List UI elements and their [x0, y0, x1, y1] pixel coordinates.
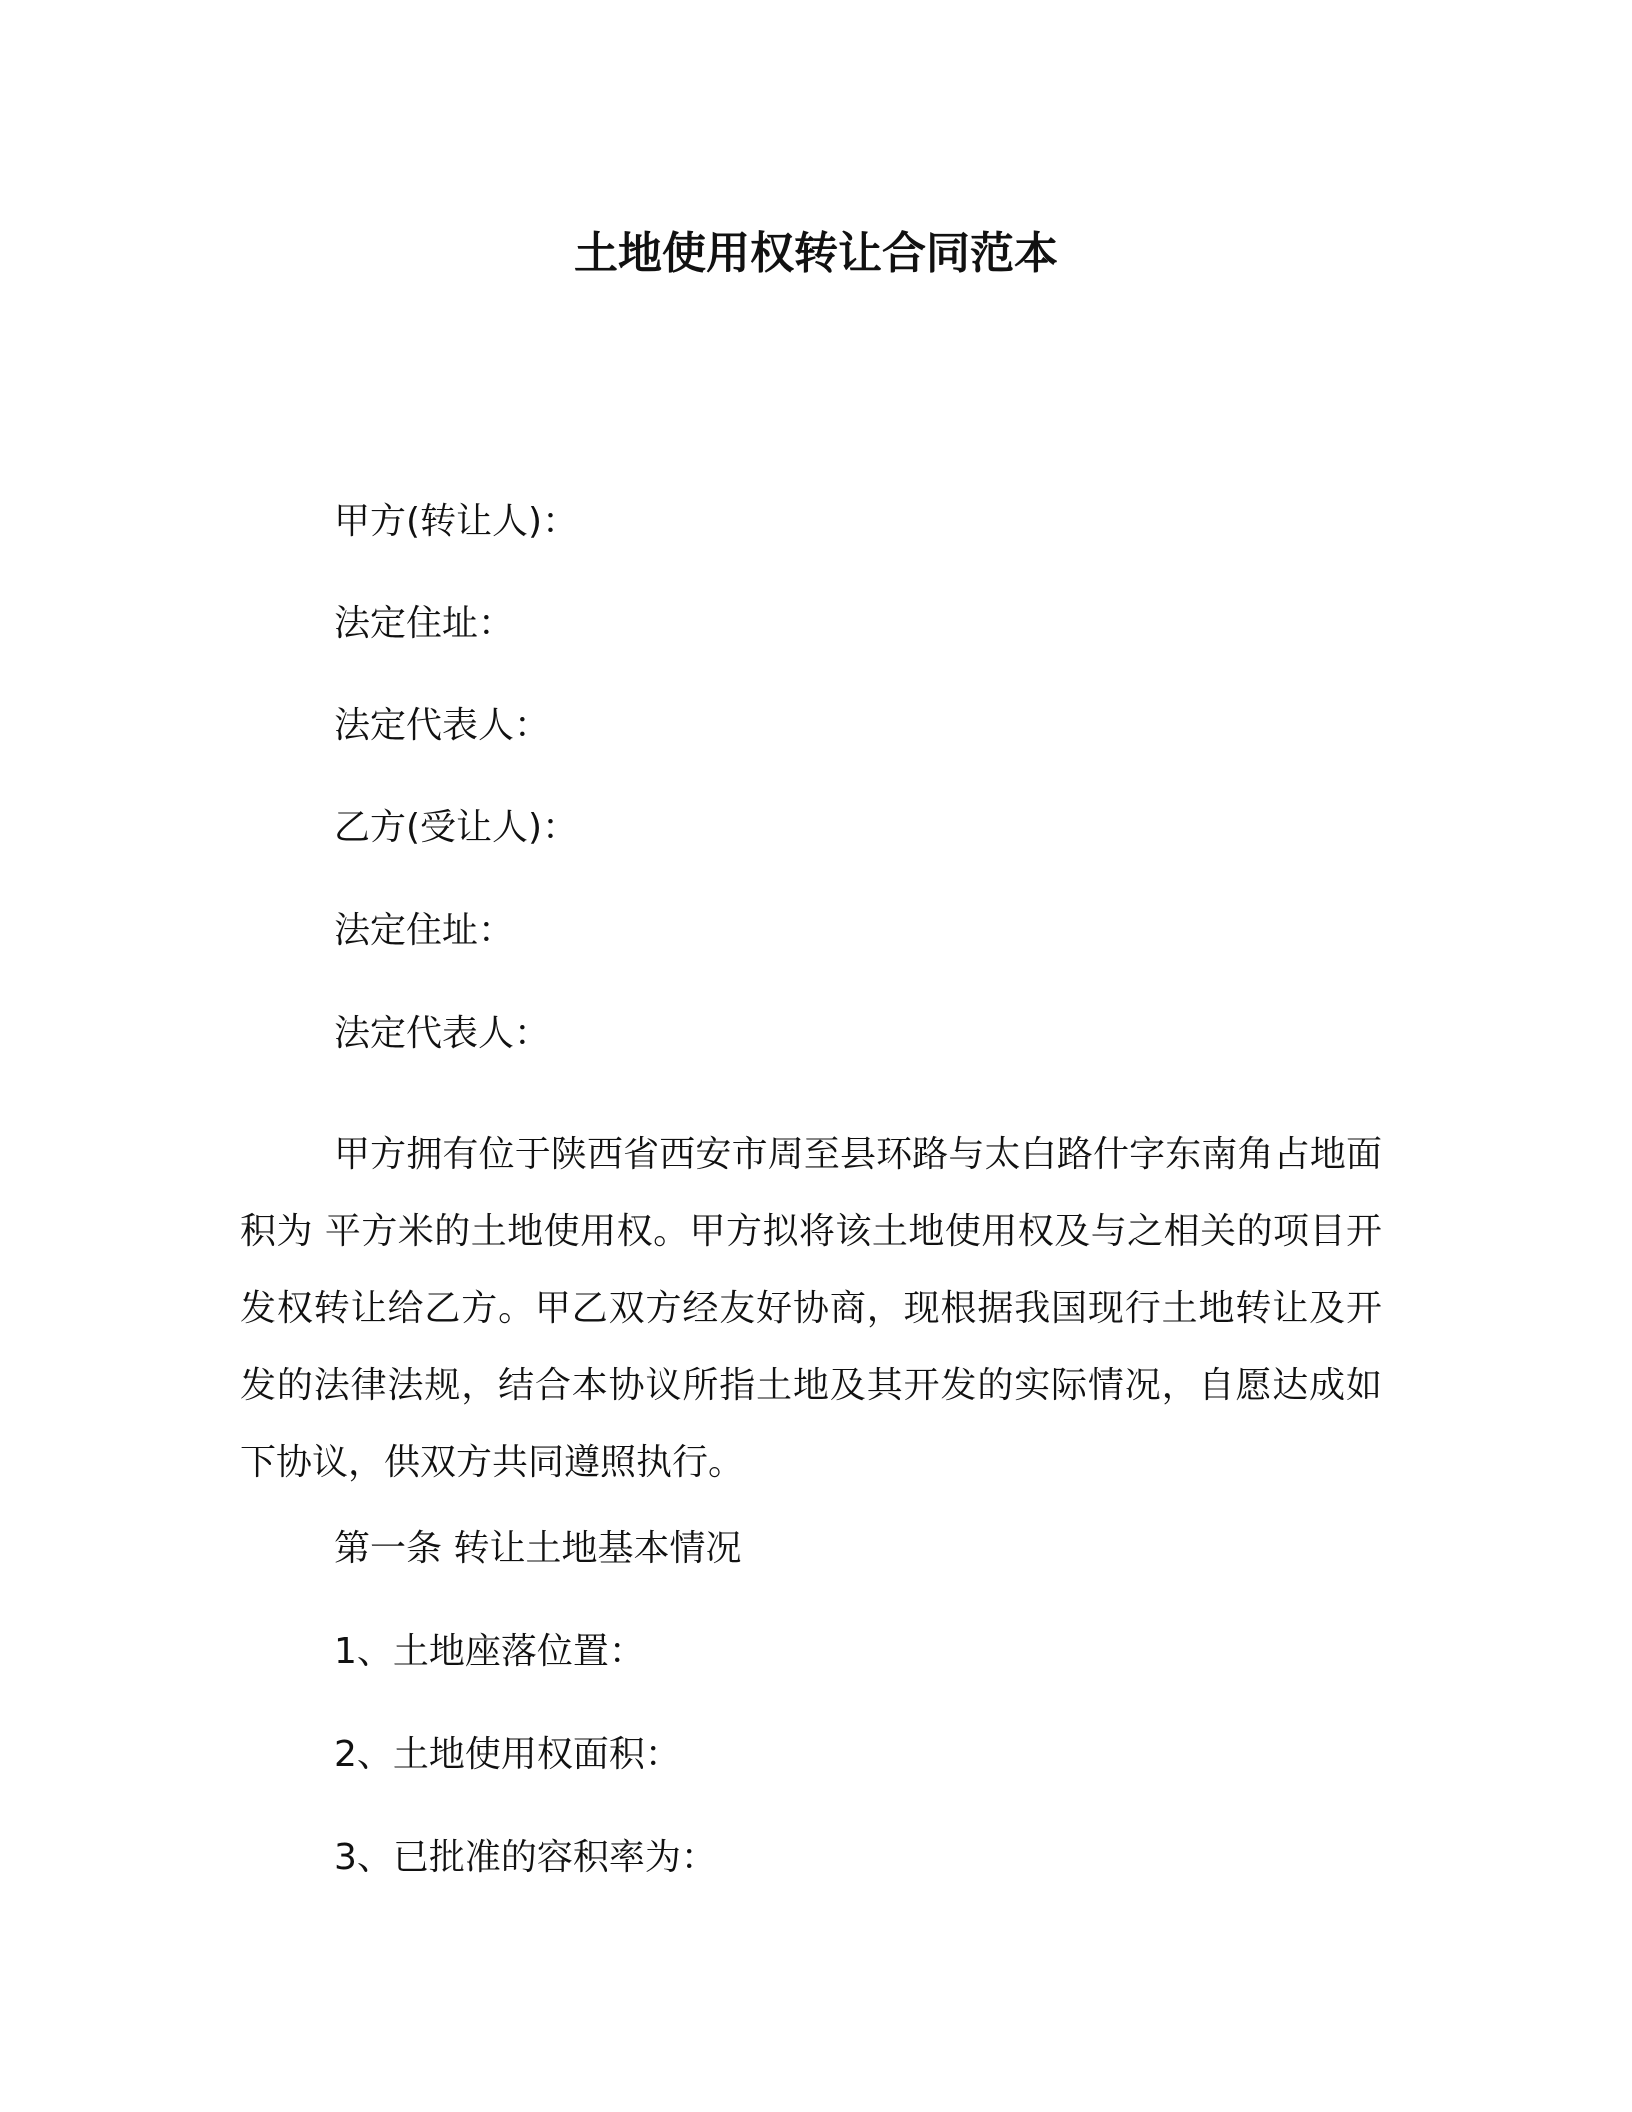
item-3-plot-ratio: 3、已批准的容积率为：	[334, 1837, 717, 1878]
party-a-representative-label: 法定代表人：	[334, 705, 551, 746]
preamble-paragraph: 甲方拥有位于陕西省西安市周至县环路与太白路什字东南角占地面积为 平方米的土地使用权。甲方拟将该土地使用权及与之相关的项目开发权转让给乙方。甲乙双方经友好协商，现根据我国现行土地转让及开发的法律法规，结合本协议所指土地及其开发的实际情况，自愿达成如下协议，供双方共同遵照执行。	[240, 1134, 1382, 1483]
item-2-land-area: 2、土地使用权面积：	[334, 1734, 681, 1775]
party-a-label: 甲方(转让人)：	[334, 501, 579, 542]
party-b-representative-label: 法定代表人：	[334, 1013, 551, 1054]
party-b-address-label: 法定住址：	[334, 910, 515, 951]
party-b-label: 乙方(受让人)：	[334, 807, 579, 848]
document-title: 土地使用权转让合同范本	[574, 228, 1058, 279]
party-a-address-label: 法定住址：	[334, 603, 515, 644]
item-1-land-location: 1、土地座落位置：	[334, 1631, 645, 1672]
article-1-heading: 第一条 转让土地基本情况	[334, 1528, 742, 1569]
